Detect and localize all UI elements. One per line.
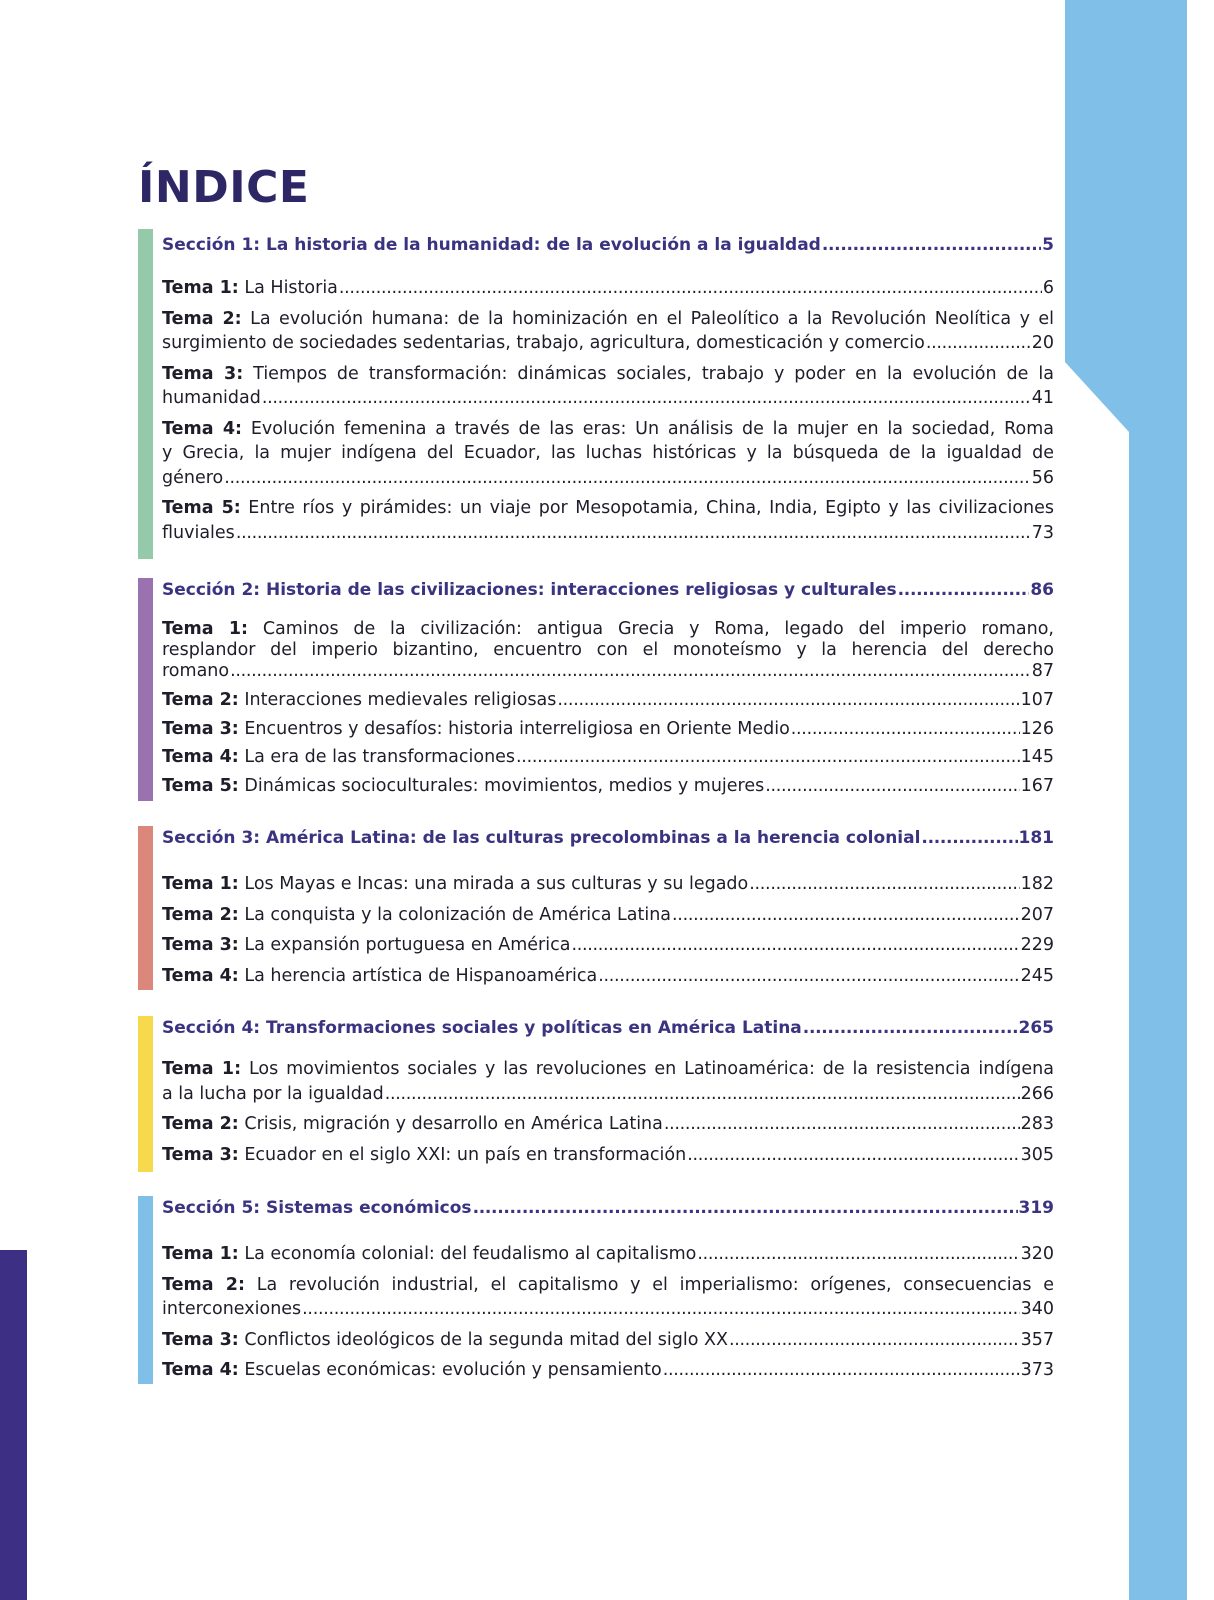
toc-entry[interactable]: Tema 3: La expansión portuguesa en América ..... 229 xyxy=(162,933,1054,958)
toc-entry[interactable]: Tema 4: La era de las transformaciones ..... 145 xyxy=(162,745,1054,770)
page-number: 207 xyxy=(1020,904,1054,925)
page-number: 319 xyxy=(1018,1198,1054,1218)
page-number: 266 xyxy=(1020,1083,1054,1104)
page-number: 87 xyxy=(1031,661,1054,681)
section-5-color-bar xyxy=(138,1196,153,1384)
section-heading[interactable]: Sección 1: La historia de la humanidad: de la evolución a la igualdad ..... 5 xyxy=(162,233,1054,257)
page-title: ÍNDICE xyxy=(138,162,310,213)
toc-entry[interactable]: Tema 1: Caminos de la civilización: antigua Grecia y Roma, legado del imperio romano, resplandor del imperio bizantino, encuentro con el monoteísmo y la herencia del derecho romano ..... 87 xyxy=(162,619,1054,682)
toc-entry[interactable]: Tema 3: Ecuador en el siglo XXI: un país en transformación ..... 305 xyxy=(162,1143,1054,1168)
toc-entry[interactable]: Tema 5: Entre ríos y pirámides: un viaje por Mesopotamia, China, India, Egipto y las civilizaciones fluviales ..... 73 xyxy=(162,496,1054,545)
toc-entry[interactable]: Tema 1: Los Mayas e Incas: una mirada a sus culturas y su legado ..... 182 xyxy=(162,872,1054,897)
section-3-color-bar xyxy=(138,826,153,990)
section-heading[interactable]: Sección 2: Historia de las civilizaciones: interacciones religiosas y culturales ..... 86 xyxy=(162,578,1054,602)
page-number: 229 xyxy=(1020,935,1054,955)
page-number: 20 xyxy=(1031,333,1054,353)
section-1-block xyxy=(138,229,1054,559)
page-number: 181 xyxy=(1018,828,1054,848)
toc-entry[interactable]: Tema 2: Crisis, migración y desarrollo en América Latina ..... 283 xyxy=(162,1112,1054,1137)
toc-entry[interactable]: Tema 1: Los movimientos sociales y las revoluciones en Latinoamérica: de la resistencia indígena a la lucha por la igualdad ..... 266 xyxy=(162,1057,1054,1106)
section-heading[interactable]: Sección 4: Transformaciones sociales y políticas en América Latina ..... 265 xyxy=(162,1016,1054,1040)
page-number: 56 xyxy=(1031,467,1054,488)
section-4-block xyxy=(138,1016,1054,1172)
section-5-block xyxy=(138,1196,1054,1384)
section-2-color-bar xyxy=(138,578,153,801)
toc-entry[interactable]: Tema 4: Evolución femenina a través de las eras: Un análisis de la mujer en la sociedad, Roma y Grecia, la mujer indígena del Ecuador, las luchas históricas y la búsqueda de la igualdad de género ..... 56 xyxy=(162,417,1054,491)
toc-entry[interactable]: Tema 5: Dinámicas socioculturales: movimientos, medios y mujeres ..... 167 xyxy=(162,774,1054,799)
toc-entry[interactable]: Tema 4: La herencia artística de Hispanoamérica ..... 245 xyxy=(162,964,1054,989)
section-heading[interactable]: Sección 3: América Latina: de las culturas precolombinas a la herencia colonial ..... 181 xyxy=(162,826,1054,850)
page-number: 5 xyxy=(1042,235,1054,255)
page-number: 357 xyxy=(1020,1329,1054,1350)
toc-entry[interactable]: Tema 2: Interacciones medievales religiosas ..... 107 xyxy=(162,688,1054,713)
toc-entry[interactable]: Tema 3: Tiempos de transformación: dinámicas sociales, trabajo y poder en la evolución de la humanidad ..... 41 xyxy=(162,362,1054,411)
toc-entry[interactable]: Tema 2: La evolución humana: de la hominización en el Paleolítico a la Revolución Neolítica y el surgimiento de sociedades sedentarias, trabajo, agricultura, domesticación y comercio ..... 20 xyxy=(162,307,1054,356)
page-number: 373 xyxy=(1020,1360,1054,1380)
page-number: 340 xyxy=(1020,1299,1054,1319)
toc-entry[interactable]: Tema 2: La conquista y la colonización de América Latina ..... 207 xyxy=(162,903,1054,928)
left-strip-decoration xyxy=(0,1250,27,1600)
side-tab-shape xyxy=(1065,0,1187,1600)
page-number: 73 xyxy=(1031,522,1054,543)
page-number: 41 xyxy=(1031,388,1054,408)
page-number: 265 xyxy=(1018,1018,1054,1038)
side-tab-decoration xyxy=(1065,0,1187,1600)
page-number: 6 xyxy=(1042,278,1054,298)
section-4-color-bar xyxy=(138,1016,153,1172)
toc-entry[interactable]: Tema 3: Conflictos ideológicos de la segunda mitad del siglo XX ..... 357 xyxy=(162,1328,1054,1353)
page-number: 182 xyxy=(1020,874,1054,894)
section-heading[interactable]: Sección 5: Sistemas económicos ..... 319 xyxy=(162,1196,1054,1220)
page-number: 126 xyxy=(1020,718,1054,739)
page-number: 107 xyxy=(1020,690,1054,710)
toc-entry[interactable]: Tema 1: La economía colonial: del feudalismo al capitalismo ..... 320 xyxy=(162,1242,1054,1267)
section-1-color-bar xyxy=(138,229,153,559)
page-number: 145 xyxy=(1020,747,1054,767)
page-number: 245 xyxy=(1020,965,1054,986)
page-number: 86 xyxy=(1030,580,1054,600)
page-number: 283 xyxy=(1020,1114,1054,1134)
section-3-block xyxy=(138,826,1054,990)
toc-entry[interactable]: Tema 4: Escuelas económicas: evolución y pensamiento ..... 373 xyxy=(162,1358,1054,1383)
page-number: 305 xyxy=(1020,1144,1054,1165)
page-number: 320 xyxy=(1020,1244,1054,1264)
toc-entry[interactable]: Tema 2: La revolución industrial, el capitalismo y el imperialismo: orígenes, consecuencias e interconexiones ..... 340 xyxy=(162,1273,1054,1322)
toc-entry[interactable]: Tema 1: La Historia ..... 6 xyxy=(162,276,1054,301)
page-number: 167 xyxy=(1020,775,1054,796)
section-2-block xyxy=(138,578,1054,801)
toc-entry[interactable]: Tema 3: Encuentros y desafíos: historia interreligiosa en Oriente Medio ..... 126 xyxy=(162,717,1054,742)
